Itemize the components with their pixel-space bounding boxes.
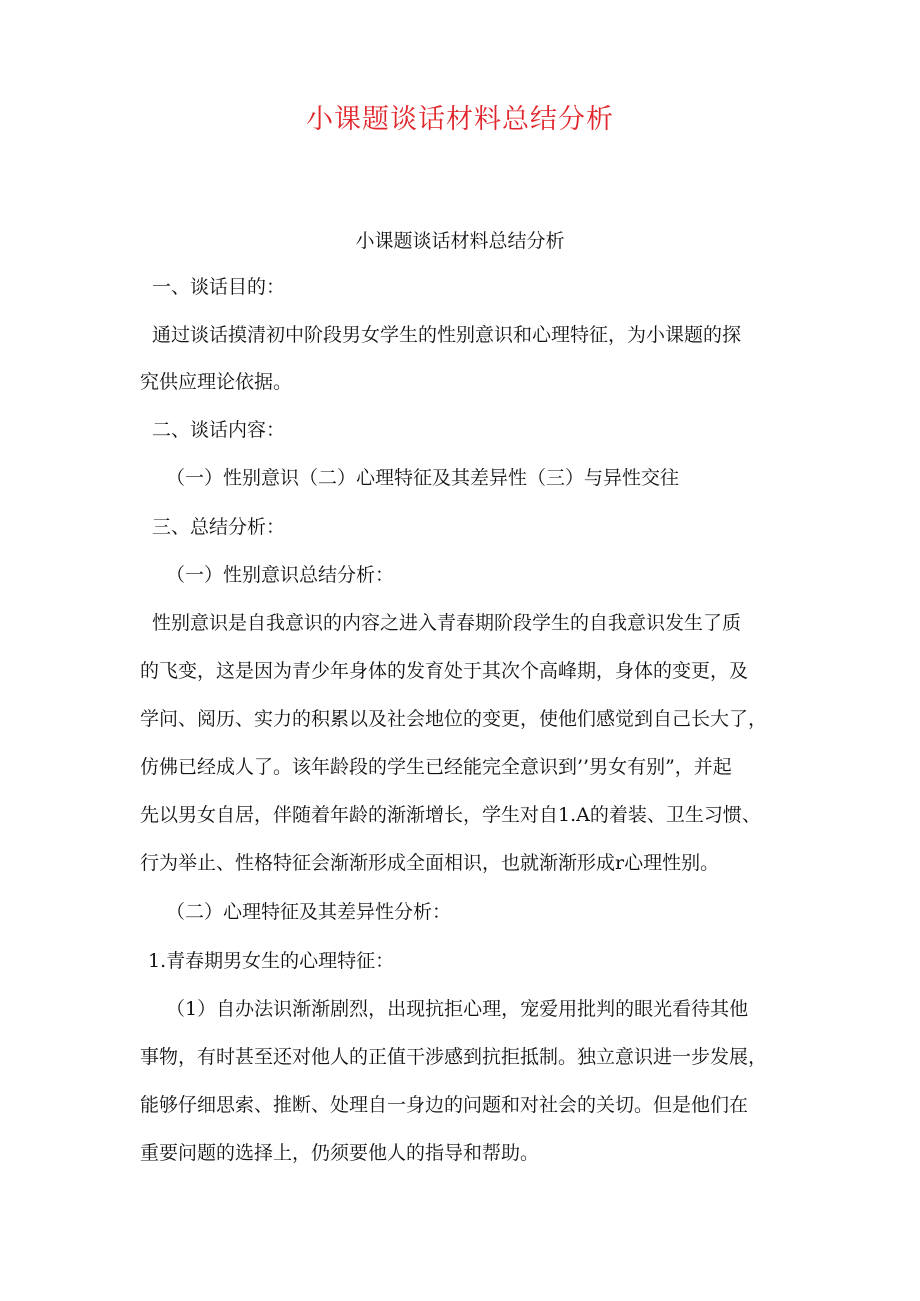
- paragraph-line: 仿佛已经成人了。该年龄段的学生已经能完全意识到’’男女有别”，并起: [140, 756, 732, 778]
- document-title: 小课题谈话材料总结分析: [306, 104, 614, 135]
- content-list: （一）性别意识（二）心理特征及其差异性（三）与异性交往: [166, 467, 680, 489]
- paragraph-line: 先以男女自居，伴随着年龄的渐渐增长，学生对自1.A的着装、卫生习惯、: [140, 804, 761, 826]
- paragraph-line: 究供应理论依据。: [140, 371, 293, 393]
- paragraph-line: 通过谈话摸清初中阶段男女学生的性别意识和心理特征，为小课题的探: [152, 324, 742, 346]
- paragraph-line: 性别意识是自我意识的内容之进入青春期阶段学生的自我意识发生了质: [152, 612, 742, 634]
- section-heading-purpose: 一、谈话目的：: [152, 276, 286, 298]
- paragraph-line: 的飞变，这是因为青少年身体的发育处于其次个高峰期，身体的变更，及: [140, 660, 749, 682]
- paragraph-line: 行为举止、性格特征会渐渐形成全面相识，也就渐渐形成r心理性别。: [140, 852, 720, 874]
- subsection-heading: （二）心理特征及其差异性分析：: [166, 901, 452, 923]
- section-heading-content: 二、谈话内容：: [152, 419, 286, 441]
- paragraph-line: （1）自办法识渐渐剧烈，出现抗拒心理，宠爱用批判的眼光看待其他: [166, 998, 749, 1020]
- subsection-heading: （一）性别意识总结分析：: [166, 564, 395, 586]
- paragraph-line: 学问、阅历、实力的积累以及社会地位的变更，使他们感觉到自己长大了，: [140, 708, 768, 730]
- document-subtitle: 小课题谈话材料总结分析: [355, 230, 565, 252]
- list-heading: 1.青春期男女生的心理特征：: [148, 950, 395, 972]
- paragraph-line: 事物，有时甚至还对他人的正值干涉感到抗拒抵制。独立意识进一步发展，: [140, 1046, 768, 1068]
- section-heading-analysis: 三、总结分析：: [152, 516, 286, 538]
- paragraph-line: 重要问题的选择上，仍须要他人的指导和帮助。: [140, 1142, 540, 1164]
- paragraph-line: 能够仔细思索、推断、处理自一身边的问题和对社会的关切。但是他们在: [140, 1094, 749, 1116]
